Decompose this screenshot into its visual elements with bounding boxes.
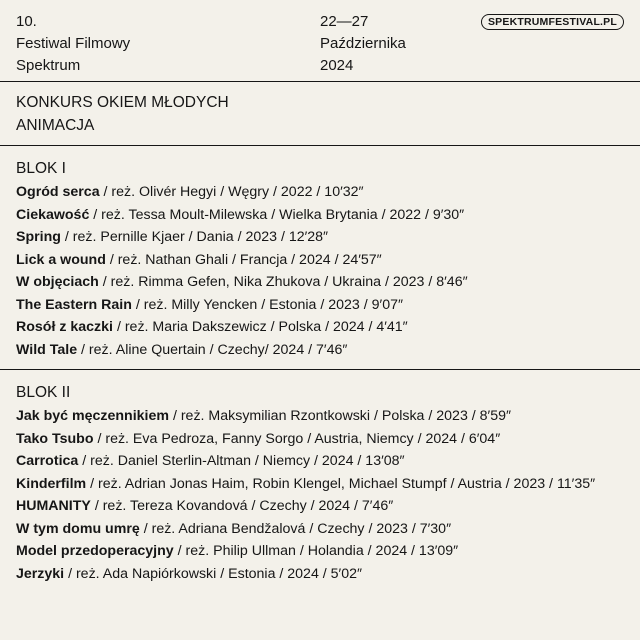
film-title: Rosół z kaczki	[16, 319, 113, 335]
film-details: / reż. Tereza Kovandová / Czechy / 2024 / 7′46″	[90, 498, 394, 514]
film-details: / reż. Philip Ullman / Holandia / 2024 / 13′09″	[173, 543, 459, 559]
film-entry	[16, 518, 628, 541]
film-entry	[16, 473, 628, 496]
film-entry	[16, 271, 628, 294]
film-title: Tako Tsubo	[16, 430, 94, 447]
film-entry	[16, 226, 628, 249]
film-entry	[16, 339, 628, 362]
film-entry	[16, 249, 628, 272]
film-entry	[16, 450, 628, 473]
divider-header	[0, 81, 640, 82]
film-title: HUMANITY	[16, 498, 91, 514]
film-entry	[16, 563, 628, 586]
film-details: / reż. Pernille Kjaer / Dania / 2023 / 12′28″	[60, 229, 329, 245]
page-header	[0, 0, 640, 82]
section-title	[16, 91, 229, 137]
film-entry	[16, 405, 628, 428]
film-entry	[16, 495, 628, 518]
film-entry	[16, 540, 628, 563]
film-entry	[16, 428, 628, 451]
film-title: W tym domu umrę	[16, 520, 140, 537]
film-title: Lick a wound	[16, 251, 106, 268]
film-entry	[16, 294, 628, 317]
film-details: / reż. Daniel Sterlin-Altman / Niemcy / 2024 / 13′08″	[78, 453, 405, 469]
film-title: Ogród serca	[16, 184, 100, 200]
film-title: The Eastern Rain	[16, 296, 132, 313]
film-details: / reż. Ada Napiórkowski / Estonia / 2024 / 5′02″	[64, 565, 363, 582]
date-range: 22—27	[320, 13, 369, 30]
film-title: Carrotica	[16, 453, 79, 469]
divider-blocks	[0, 369, 640, 370]
film-title: Ciekawość	[16, 206, 90, 223]
section-title-line-2: ANIMACJA	[16, 117, 95, 134]
film-title: W objęciach	[16, 274, 99, 290]
festival-name-line-1: Festiwal Filmowy	[16, 35, 131, 52]
film-details: / reż. Milly Yencken / Estonia / 2023 / 9′07″	[131, 296, 403, 313]
film-title: Wild Tale	[16, 341, 78, 358]
film-title: Jerzyki	[16, 565, 65, 582]
divider-section	[0, 145, 640, 146]
date-year: 2024	[320, 57, 354, 74]
block-title: BLOK II	[16, 384, 71, 401]
film-details: / reż. Olivér Hegyi / Węgry / 2022 / 10′32″	[99, 184, 364, 200]
film-details: / reż. Maria Dakszewicz / Polska / 2024 / 4′41″	[113, 319, 408, 335]
film-title: Model przedoperacyjny	[16, 543, 174, 559]
festival-name	[16, 11, 130, 77]
film-title: Jak być męczennikiem	[16, 408, 169, 424]
film-title: Spring	[16, 229, 61, 245]
film-title: Kinderfilm	[16, 475, 87, 492]
film-details: / reż. Eva Pedroza, Fanny Sorgo / Austria, Niemcy / 2024 / 6′04″	[93, 430, 501, 447]
film-details: / reż. Rimma Gefen, Nika Zhukova / Ukraina / 2023 / 8′46″	[98, 274, 468, 290]
festival-name-line-2: Spektrum	[16, 57, 81, 74]
festival-edition: 10.	[16, 13, 37, 30]
film-details: / reż. Maksymilian Rzontkowski / Polska / 2023 / 8′59″	[169, 408, 512, 424]
program-block-2	[16, 382, 628, 585]
film-details: / reż. Aline Quertain / Czechy/ 2024 / 7′46″	[77, 341, 348, 358]
film-details: / reż. Adriana Bendžalová / Czechy / 2023 / 7′30″	[139, 520, 452, 537]
film-details: / reż. Nathan Ghali / Francja / 2024 / 24′57″	[105, 251, 382, 268]
section-title-line-1: KONKURS OKIEM MŁODYCH	[16, 94, 229, 111]
date-month: Października	[320, 35, 406, 52]
website-badge: SPEKTRUMFESTIVAL.PL	[481, 14, 624, 30]
festival-dates	[320, 11, 406, 77]
film-entry	[16, 316, 628, 339]
program-block-1	[16, 158, 628, 361]
film-details: / reż. Tessa Moult-Milewska / Wielka Brytania / 2022 / 9′30″	[89, 206, 465, 223]
block-title: BLOK I	[16, 160, 66, 177]
film-entry	[16, 204, 628, 227]
film-details: / reż. Adrian Jonas Haim, Robin Klengel, Michael Stumpf / Austria / 2023 / 11′35″	[86, 475, 596, 492]
film-entry	[16, 181, 628, 204]
